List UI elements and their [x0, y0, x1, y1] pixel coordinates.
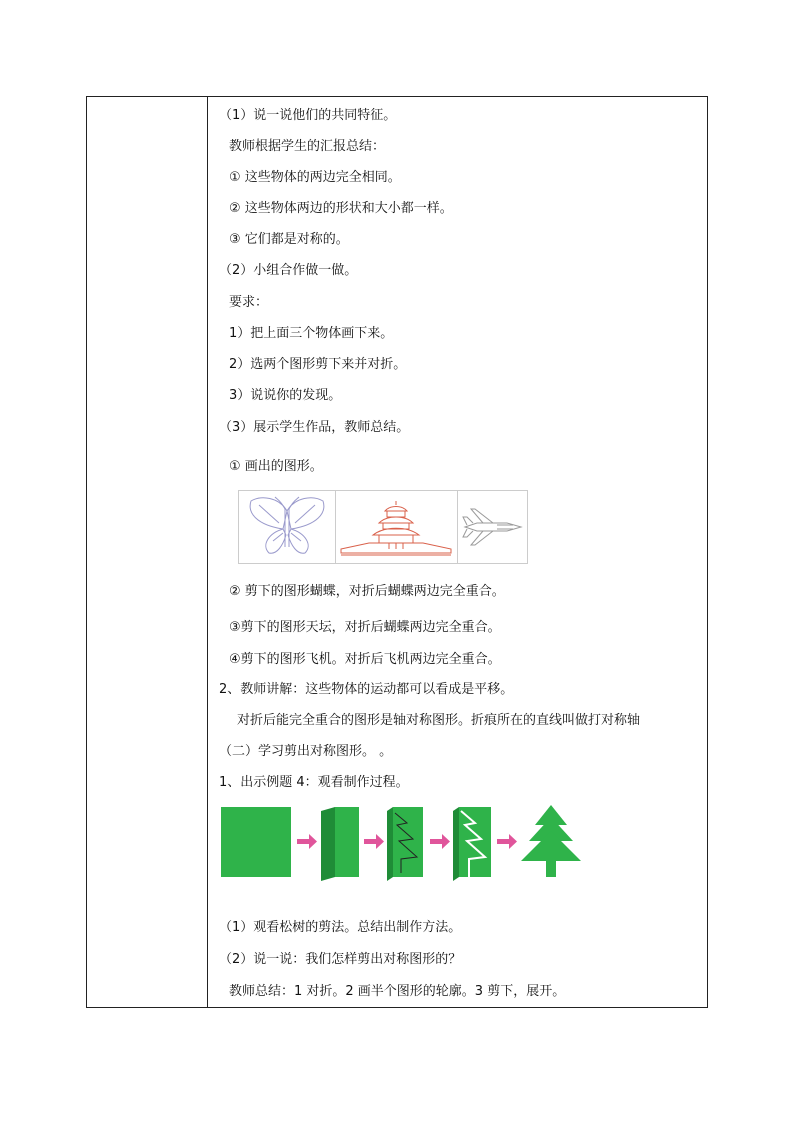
- lesson-table: [86, 96, 708, 1008]
- arrow-icon: [430, 834, 450, 849]
- text-line-13: ② 剪下的图形蝴蝶，对折后蝴蝶两边完全重合。: [229, 584, 505, 599]
- text-line-1: （1）说一说他们的共同特征。: [219, 108, 397, 123]
- text-line-11: （3）展示学生作品，教师总结。: [219, 420, 410, 435]
- temple-of-heaven-icon: [335, 491, 457, 563]
- text-line-21: （2）说一说：我们怎样剪出对称图形的？: [219, 952, 462, 967]
- text-line-7: 要求：: [229, 295, 269, 310]
- text-line-15: ④剪下的图形飞机。对折后飞机两边完全重合。: [229, 652, 501, 667]
- butterfly-icon: [239, 491, 335, 563]
- text-line-22: 教师总结：1 对折。2 画半个图形的轮廓。3 剪下，展开。: [229, 984, 566, 999]
- arrow-icon: [297, 834, 317, 849]
- drawn-figures-panel: [238, 490, 528, 564]
- text-line-16: 2、教师讲解：这些物体的运动都可以看成是平移。: [219, 682, 514, 697]
- arrow-icon: [364, 834, 384, 849]
- text-line-5: ③ 它们都是对称的。: [229, 232, 349, 247]
- text-line-19: 1、出示例题 4：观看制作过程。: [219, 775, 409, 790]
- text-line-8: 1）把上面三个物体画下来。: [229, 326, 394, 341]
- text-line-18: （二）学习剪出对称图形。 。: [219, 744, 393, 759]
- arrow-icon: [497, 834, 517, 849]
- text-line-10: 3）说说你的发现。: [229, 388, 342, 403]
- text-line-12: ① 画出的图形。: [229, 459, 323, 474]
- text-line-14: ③剪下的图形天坛，对折后蝴蝶两边完全重合。: [229, 620, 501, 635]
- text-line-4: ② 这些物体两边的形状和大小都一样。: [229, 201, 453, 216]
- text-line-2: 教师根据学生的汇报总结：: [229, 139, 386, 154]
- step-sheet: [221, 807, 291, 877]
- column-divider: [207, 97, 208, 1007]
- text-line-9: 2）选两个图形剪下来并对折。: [229, 357, 407, 372]
- text-line-3: ① 这些物体的两边完全相同。: [229, 170, 401, 185]
- step-cut: [453, 807, 491, 881]
- text-line-6: （2）小组合作做一做。: [219, 263, 358, 278]
- text-line-20: （1）观看松树的剪法。总结出制作方法。: [219, 920, 462, 935]
- content-cell: [215, 97, 707, 1007]
- airplane-icon: [457, 491, 527, 563]
- step-outline: [387, 807, 423, 881]
- text-line-17: 对折后能完全重合的图形是轴对称图形。折痕所在的直线叫做打对称轴: [237, 713, 641, 728]
- paper-cutting-steps: [221, 803, 591, 881]
- step-folded: [321, 807, 359, 881]
- pine-tree-icon: [521, 805, 581, 877]
